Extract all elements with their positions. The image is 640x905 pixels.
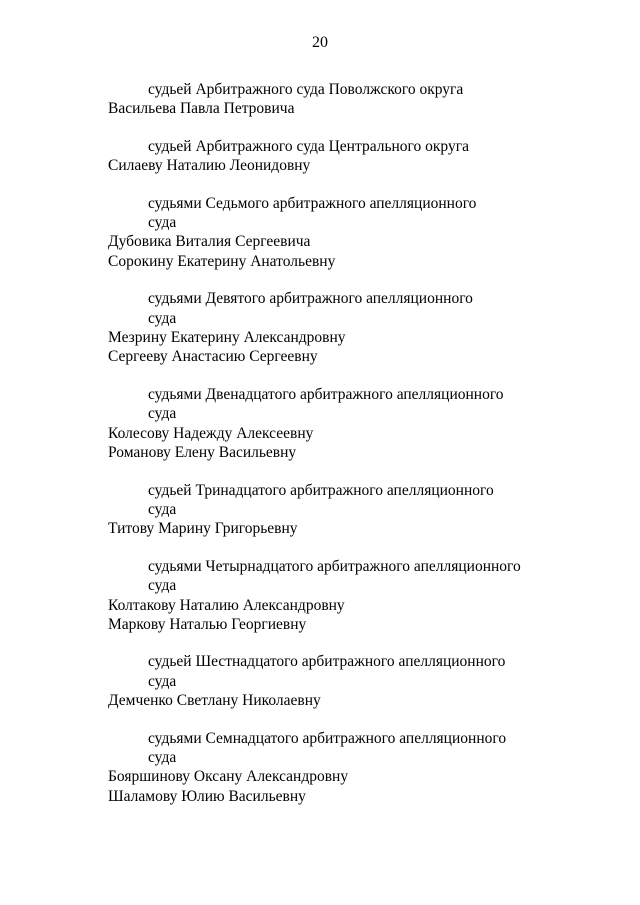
appointment-section: [108, 194, 548, 272]
appointments-list: [108, 80, 548, 824]
position-line: суда: [148, 577, 177, 595]
court-position: [108, 385, 548, 424]
position-line: судьей Шестнадцатого арбитражного апелляционного: [148, 653, 506, 671]
position-line: суда: [148, 672, 177, 690]
judge-name: Колесову Надежду Алексеевну: [108, 424, 314, 442]
appointment-section: [108, 289, 548, 367]
judge-name: Сорокину Екатерину Анатольевну: [108, 252, 336, 270]
court-position: [108, 289, 548, 328]
appointment-section: [108, 481, 548, 539]
position-line: судьей Тринадцатого арбитражного апелляционного: [148, 481, 494, 499]
court-position: [108, 194, 548, 233]
judge-name: Колтакову Наталию Александровну: [108, 596, 345, 614]
judge-name: Мезрину Екатерину Александровну: [108, 329, 346, 347]
judge-name: Сергееву Анастасию Сергеевну: [108, 348, 318, 366]
position-line: суда: [148, 309, 177, 327]
judge-name: Демченко Светлану Николаевну: [108, 692, 321, 710]
position-line: судьей Арбитражного суда Центрального округа: [148, 137, 469, 155]
judge-name: Васильева Павла Петровича: [108, 100, 295, 118]
position-line: судьями Седьмого арбитражного апелляционного: [148, 194, 477, 212]
position-line: суда: [148, 214, 177, 232]
court-position: [108, 481, 548, 520]
judge-name: Романову Елену Васильевну: [108, 444, 297, 462]
judge-name: Бояршинову Оксану Александровну: [108, 768, 349, 786]
court-position: [108, 137, 548, 156]
position-line: судьями Четырнадцатого арбитражного апелляционного: [148, 557, 521, 575]
position-line: судьей Арбитражного суда Поволжского округа: [148, 81, 464, 98]
position-line: суда: [148, 748, 177, 766]
court-position: [108, 557, 548, 596]
appointment-section: [108, 557, 548, 635]
appointment-section: [108, 80, 548, 119]
judge-name: Шаламову Юлию Васильевну: [108, 787, 306, 805]
judge-name: Титову Марину Григорьевну: [108, 520, 298, 538]
appointment-section: [108, 385, 548, 463]
court-position: [108, 652, 548, 691]
position-line: судьями Двенадцатого арбитражного апелляционного: [148, 385, 504, 403]
appointment-section: [108, 729, 548, 807]
appointment-section: [108, 137, 548, 176]
appointment-section: [108, 652, 548, 710]
position-line: судьями Семнадцатого арбитражного апелляционного: [148, 729, 507, 747]
judge-name: Силаеву Наталию Леонидовну: [108, 157, 311, 175]
position-line: судьями Девятого арбитражного апелляционного: [148, 290, 473, 308]
judge-name: Дубовика Виталия Сергеевича: [108, 233, 311, 251]
position-line: суда: [148, 405, 177, 423]
judge-name: Маркову Наталью Георгиевну: [108, 615, 307, 633]
court-position: [108, 80, 548, 99]
position-line: суда: [148, 500, 177, 518]
page-number: 20: [312, 34, 328, 51]
court-position: [108, 729, 548, 768]
